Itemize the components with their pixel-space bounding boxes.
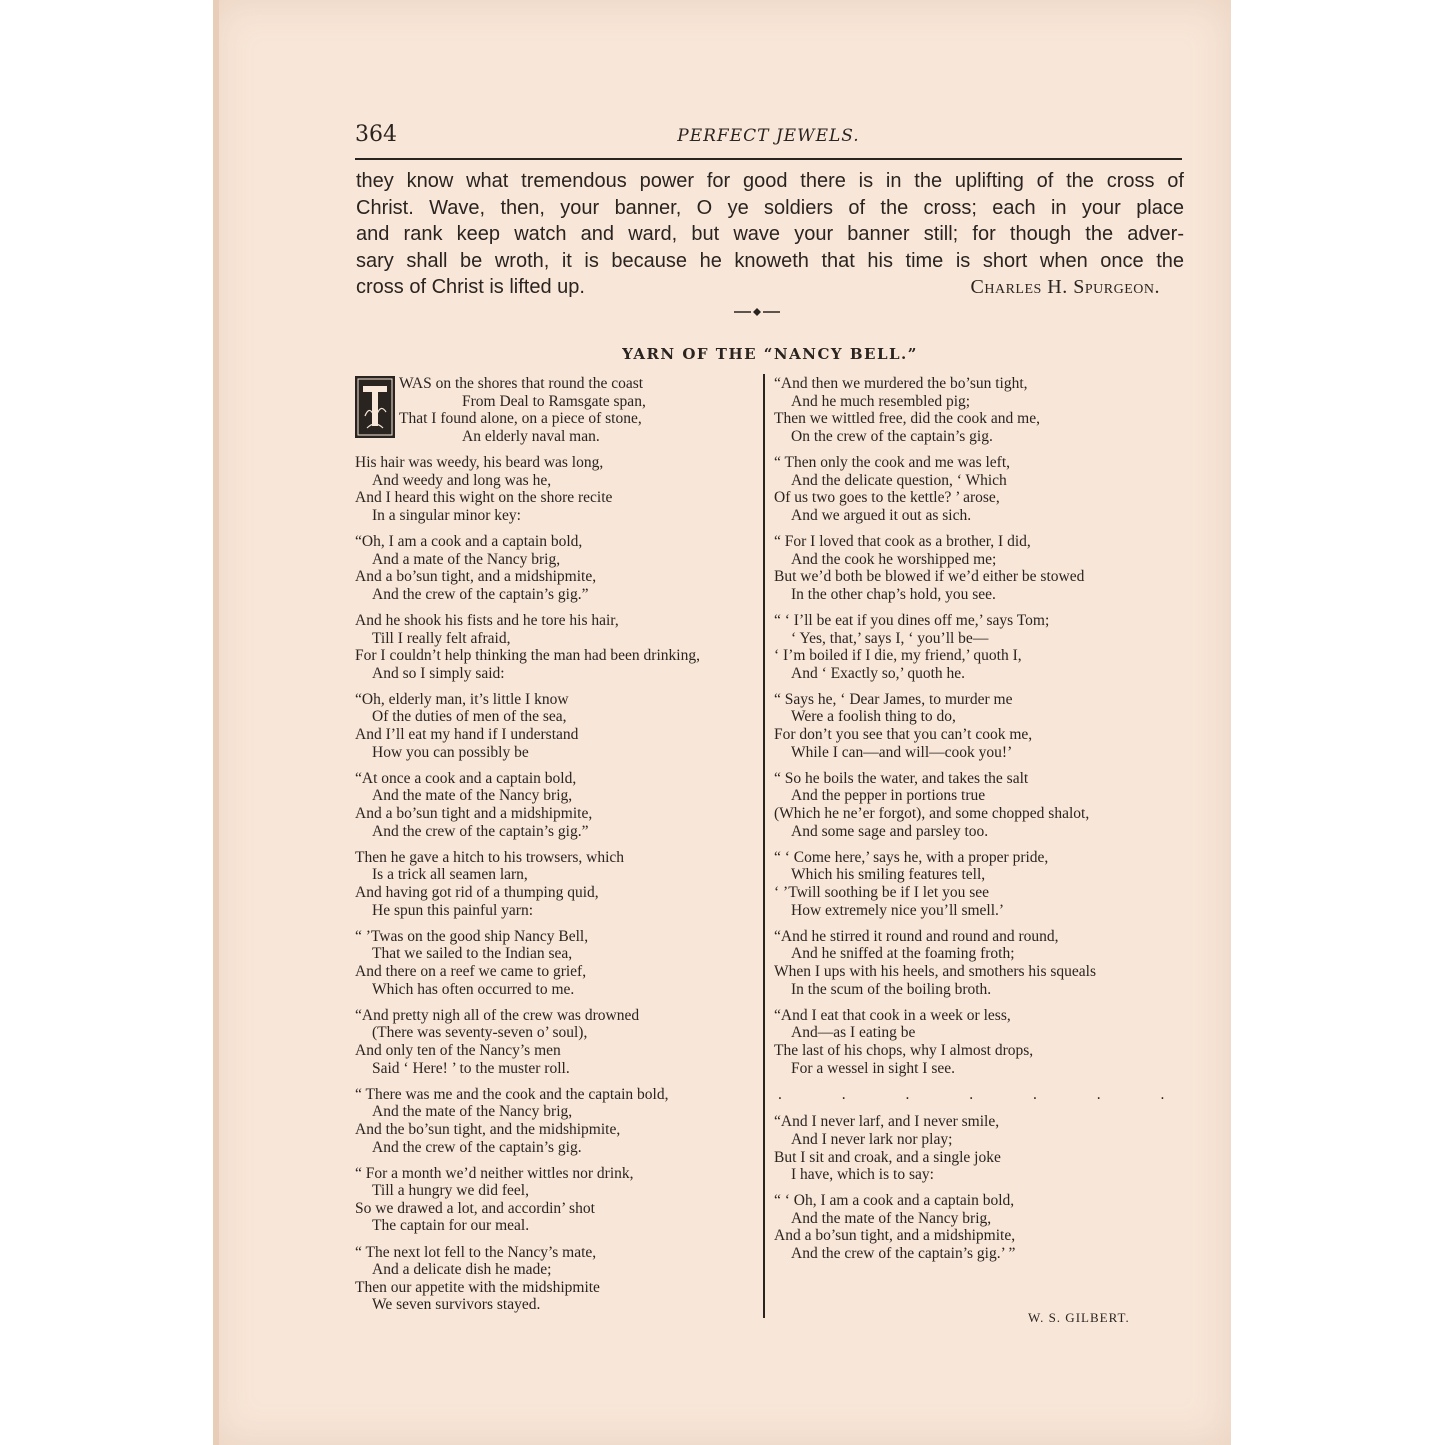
- poem-line: And a bo’sun tight, and a midshipmite,: [774, 1227, 1016, 1245]
- stanza-ellipsis: . . . . . . .: [778, 1085, 1193, 1103]
- poem-line: “ Says he, ‘ Dear James, to murder me: [774, 690, 1013, 708]
- poem-stanza: [355, 928, 755, 998]
- prose-author-signature: Charles H. Spurgeon.: [970, 276, 1160, 298]
- prose-line: they know what tremendous power for good there is in the uplifting of the cross of: [356, 170, 1184, 192]
- poem-line: “ Then only the cook and me was left,: [774, 453, 1011, 471]
- poem-line: From Deal to Ramsgate span,: [462, 392, 646, 410]
- poem-line: How extremely nice you’ll smell.’: [791, 901, 1005, 919]
- poem-line: Of the duties of men of the sea,: [372, 708, 567, 726]
- prose-line: and rank keep watch and ward, but wave your banner still; for though the adver-: [356, 223, 1184, 245]
- poem-line: For a wessel in sight I see.: [791, 1059, 956, 1077]
- poem-line: “ For a month we’d neither wittles nor drink,: [355, 1164, 634, 1182]
- poem-line: When I ups with his heels, and smothers his squeals: [774, 962, 1097, 980]
- poem-line: That I found alone, on a piece of stone,: [399, 410, 642, 428]
- page-number: 364: [355, 122, 397, 147]
- poem-left-column: [355, 375, 755, 1323]
- poem-line: Then our appetite with the midshipmite: [355, 1278, 600, 1296]
- poem-line: “ ‘ Oh, I am a cook and a captain bold,: [774, 1192, 1015, 1210]
- poem-title: YARN OF THE “NANCY BELL.”: [622, 345, 918, 363]
- poem-line: And the mate of the Nancy brig,: [372, 1103, 573, 1121]
- poem-line: We seven survivors stayed.: [372, 1296, 541, 1314]
- poem-line: In a singular minor key:: [372, 506, 521, 524]
- column-rule: [763, 374, 765, 1318]
- poem-line: “ ’Twas on the good ship Nancy Bell,: [355, 927, 589, 945]
- poem-line: And I never lark nor play;: [791, 1130, 953, 1148]
- poem-line: His hair was weedy, his beard was long,: [355, 453, 604, 471]
- poem-stanza: [774, 533, 1174, 603]
- poem-line: But we’d both be blowed if we’d either be stowed: [774, 568, 1085, 586]
- poem-line: And—as I eating be: [791, 1024, 916, 1042]
- poem-line: And a delicate dish he made;: [372, 1261, 552, 1279]
- poem-line: And the pepper in portions true: [791, 787, 986, 805]
- poem-stanza: [774, 1192, 1174, 1262]
- poem-stanza: [355, 1007, 755, 1077]
- poem-line: “ There was me and the cook and the captain bold,: [355, 1085, 669, 1103]
- poem-line: “And I never larf, and I never smile,: [774, 1113, 1000, 1131]
- poem-line: “ The next lot fell to the Nancy’s mate,: [355, 1243, 597, 1261]
- poem-line: “At once a cook and a captain bold,: [355, 769, 577, 787]
- poem-line: In the other chap’s hold, you see.: [791, 585, 996, 603]
- poem-line: Is a trick all seamen larn,: [372, 866, 528, 884]
- poem-line: And weedy and long was he,: [372, 471, 552, 489]
- poem-line: (Which he ne’er forgot), and some chopped shalot,: [774, 805, 1090, 823]
- poem-stanza: [774, 1113, 1174, 1183]
- poem-line: And a mate of the Nancy brig,: [372, 550, 561, 568]
- poem-stanza: [355, 454, 755, 524]
- prose-passage: [356, 168, 1184, 301]
- poem-line: An elderly naval man.: [462, 427, 600, 445]
- poem-line: But I sit and croak, and a single joke: [774, 1148, 1001, 1166]
- page-edge: [213, 0, 219, 1445]
- poem-line: And we argued it out as sich.: [791, 506, 972, 524]
- poem-line: And the mate of the Nancy brig,: [372, 787, 573, 805]
- poem-line: I have, which is to say:: [791, 1166, 934, 1184]
- poem-line: And a bo’sun tight and a midshipmite,: [355, 805, 593, 823]
- poem-line: On the crew of the captain’s gig.: [791, 427, 993, 445]
- poem-line: And so I simply said:: [372, 664, 505, 682]
- poem-line: And I heard this wight on the shore recite: [355, 489, 613, 507]
- poem-stanza: [355, 1244, 755, 1314]
- poem-line: And he sniffed at the foaming froth;: [791, 945, 1015, 963]
- poem-line: “ So he boils the water, and takes the salt: [774, 769, 1029, 787]
- poem-line: Which his smiling features tell,: [791, 866, 986, 884]
- poem-line: He spun this painful yarn:: [372, 901, 534, 919]
- poem-line: And he much resembled pig;: [791, 392, 971, 410]
- poem-line: And the crew of the captain’s gig.’ ”: [791, 1245, 1016, 1263]
- poem-line: “ ‘ Come here,’ says he, with a proper pride,: [774, 848, 1049, 866]
- poem-line: ‘ Yes, that,’ says I, ‘ you’ll be—: [791, 629, 989, 647]
- poem-line: While I can—and will—cook you!’: [791, 743, 1013, 761]
- running-title: PERFECT JEWELS.: [677, 126, 860, 146]
- poem-stanza: [774, 1007, 1174, 1077]
- poem-line: And having got rid of a thumping quid,: [355, 884, 599, 901]
- poem-line: And there on a reef we came to grief,: [355, 962, 587, 980]
- poem-line: “Oh, elderly man, it’s little I know: [355, 690, 569, 708]
- page-header: [355, 118, 1182, 160]
- poem-line: Till a hungry we did feel,: [372, 1182, 529, 1200]
- poem-line: And the bo’sun tight, and the midshipmite,: [355, 1120, 621, 1138]
- poem-line: ‘ I’m boiled if I die, my friend,’ quoth I,: [774, 647, 1022, 665]
- poem-line: And I’ll eat my hand if I understand: [355, 726, 579, 744]
- poem-line: The captain for our meal.: [372, 1217, 530, 1235]
- poem-line: Said ‘ Here! ’ to the muster roll.: [372, 1059, 570, 1077]
- poem-line: (There was seventy-seven o’ soul),: [372, 1024, 588, 1042]
- poem-line: For don’t you see that you can’t cook me,: [774, 726, 1033, 744]
- prose-line: Christ. Wave, then, your banner, O ye soldiers of the cross; each in your place: [356, 196, 1184, 219]
- poem-stanza: [774, 928, 1174, 998]
- poem-stanza: [774, 454, 1174, 524]
- poem-line: “Oh, I am a cook and a captain bold,: [355, 532, 583, 550]
- poem-line: And the crew of the captain’s gig.: [372, 1138, 582, 1156]
- prose-line: cross of Christ is lifted up.: [356, 276, 585, 298]
- prose-line: sary shall be wroth, it is because he knoweth that his time is short when once the: [356, 249, 1184, 272]
- poem-line: WAS on the shores that round the coast: [399, 375, 644, 392]
- poem-right-column: [774, 375, 1193, 1271]
- poem-stanza: [355, 691, 755, 761]
- poem-line: “ For I loved that cook as a brother, I did,: [774, 532, 1031, 550]
- poem-stanza: [355, 612, 755, 682]
- poem-line: So we drawed a lot, and accordin’ shot: [355, 1199, 595, 1217]
- poem-line: Which has often occurred to me.: [372, 980, 575, 998]
- poem-line: The last of his chops, why I almost drops,: [774, 1041, 1034, 1059]
- poem-stanza: [774, 770, 1174, 840]
- poem-stanza: [355, 849, 755, 919]
- poem-line: And the delicate question, ‘ Which: [791, 471, 1007, 489]
- poem-stanza: [355, 533, 755, 603]
- poem-line: And a bo’sun tight, and a midshipmite,: [355, 568, 597, 586]
- poem-line: In the scum of the boiling broth.: [791, 980, 992, 998]
- poem-author-signature: W. S. GILBERT.: [1028, 1310, 1130, 1325]
- poem-line: Of us two goes to the kettle? ’ arose,: [774, 489, 1000, 507]
- poem-stanza: [774, 612, 1174, 682]
- poem-line: That we sailed to the Indian sea,: [372, 945, 573, 963]
- poem-line: And the crew of the captain’s gig.”: [372, 822, 589, 840]
- poem-line: How you can possibly be: [372, 743, 529, 761]
- poem-line: And the cook he worshipped me;: [791, 550, 997, 568]
- poem-line: Were a foolish thing to do,: [791, 708, 956, 726]
- poem-stanza: [355, 375, 755, 445]
- poem-line: And only ten of the Nancy’s men: [355, 1041, 561, 1059]
- poem-stanza: [355, 1165, 755, 1235]
- poem-line: And the crew of the captain’s gig.”: [372, 585, 589, 603]
- ornament-divider: [734, 305, 780, 319]
- poem-stanza: [355, 770, 755, 840]
- poem-stanza: [774, 375, 1174, 445]
- prose-last-line: [356, 274, 1184, 301]
- poem-line: And he shook his fists and he tore his hair,: [355, 611, 619, 629]
- poem-line: “And then we murdered the bo’sun tight,: [774, 375, 1028, 392]
- poem-line: “And pretty nigh all of the crew was drowned: [355, 1006, 640, 1024]
- poem-line: “And he stirred it round and round and round,: [774, 927, 1059, 945]
- poem-line: Then he gave a hitch to his trowsers, which: [355, 848, 625, 866]
- poem-stanza: [774, 691, 1174, 761]
- poem-line: ‘ ’Twill soothing be if I let you see: [774, 884, 990, 901]
- poem-stanza: [774, 849, 1174, 919]
- poem-line: And ‘ Exactly so,’ quoth he.: [791, 664, 966, 682]
- poem-line: “ ‘ I’ll be eat if you dines off me,’ says Tom;: [774, 611, 1050, 629]
- poem-stanza: [355, 1086, 755, 1156]
- poem-line: Then we wittled free, did the cook and me,: [774, 410, 1040, 428]
- poem-line: And the mate of the Nancy brig,: [791, 1209, 992, 1227]
- poem-line: “And I eat that cook in a week or less,: [774, 1006, 1011, 1024]
- poem-line: Till I really felt afraid,: [372, 629, 511, 647]
- poem-line: For I couldn’t help thinking the man had been drinking,: [355, 647, 700, 665]
- poem-line: And some sage and parsley too.: [791, 822, 989, 840]
